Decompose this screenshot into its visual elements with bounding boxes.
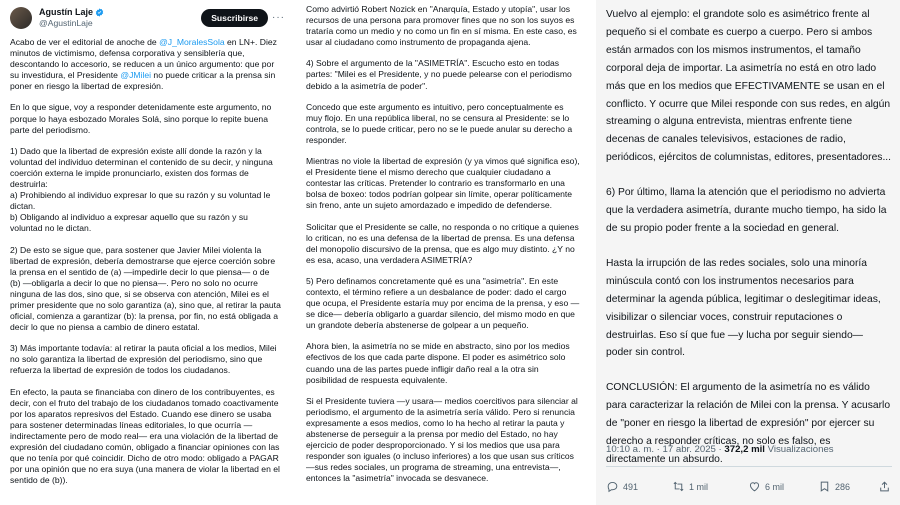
- display-row: [39, 7, 104, 18]
- col2-paragraph-7: Ahora bien, la asimetría no se mide en abstracto, sino por los medios efectivos de los que cada parte dispone. El poder es asimétrico solo cuando una de las partes puede infligir daño real a la otra sin posibilidad de respuesta equivalente.: [306, 341, 570, 385]
- retweet-button[interactable]: [672, 480, 708, 493]
- col2-paragraph-5: Solicitar que el Presidente se calle, no responda o no critique a quienes lo critican, no es una defensa de la libertad de prensa. Es una defensa del monopolio discursivo de la prensa, que es algo muy distinto. ¿Y no es esa, acaso, una verdadera ASIMETRÍA?: [306, 221, 579, 265]
- views-label: Visualizaciones: [764, 444, 834, 455]
- verified-badge-icon: [95, 8, 104, 17]
- avatar[interactable]: [10, 7, 32, 29]
- col1-paragraph-3b: b) Obligando al individuo a expresar aquello que su razón y su voluntad no le dictan.: [10, 212, 248, 234]
- tweet-column-2: [298, 0, 588, 505]
- col3-paragraph-2: 6) Por último, llama la atención que el periodismo no advierta que la verdadera asimetría, durante mucho tiempo, ha sido la de su propio poder frente a la sociedad en general.: [606, 187, 887, 234]
- like-count: 6 mil: [765, 481, 785, 492]
- divider: [606, 466, 892, 467]
- views-button[interactable]: [818, 480, 850, 493]
- like-button[interactable]: [748, 480, 784, 493]
- author-handle[interactable]: @AgustinLaje: [39, 18, 93, 28]
- timestamp-date[interactable]: 10:10 a. m. · 17 abr. 2025 ·: [606, 444, 725, 455]
- heart-icon: [748, 480, 761, 493]
- col1-paragraph-5: 3) Más importante todavía: al retirar la pauta oficial a los medios, Milei no solo garantiza la libertad de expresión del periodismo, sino que refuerza la libertad de expresión de todos los ciudadanos.: [10, 343, 277, 376]
- author-names: [39, 7, 104, 29]
- col3-paragraph-4: CONCLUSIÓN: El argumento de la asimetría no es válido para caracterizar la relación de Milei con la prensa. Y acusarlo de "poner en riesgo la libertad de expresión" por ejercer su derecho a responder críticas, no solo es falso, es directamente un absurdo.: [606, 382, 891, 465]
- reply-count: 491: [623, 481, 639, 492]
- col3-paragraph-1: Vuelvo al ejemplo: el grandote solo es asimétrico frente al pequeño si el combate es cuerpo a cuerpo. Pero si ambos están armados con los mismos instrumentos, el tamaño corporal deja de importar. La asimetría no está en otro lado más que en los medios que EFECTIVAMENTE se usan en el conflicto. Y ocurre que Milei responde con sus redes, en algún streaming o alguna entrevista, mientras enfrente tiene decenas de canales televisivos, estaciones de radio, periódicos, ejércitos de columnistas, editores, presentadores...: [606, 9, 892, 164]
- subscribe-button[interactable]: Suscribirse: [201, 9, 268, 27]
- action-bar: [606, 480, 892, 498]
- intro-text-1: Acabo de ver el editorial de anoche de: [10, 37, 160, 47]
- col1-paragraph-intro: [10, 37, 282, 92]
- author-name[interactable]: Agustín Laje: [39, 7, 94, 17]
- col1-paragraph-6: En efecto, la pauta se financiaba con dinero de los contribuyentes, es decir, con el fruto del trabajo de los ciudadanos tomado coactivamente por los aparatos represivos del Estado. Cuando ese dinero se usaba para sostener determinadas líneas editoriales, lo que ocurría —indirectamente pero de modo real— era una violación de la libertad de expresión del ciudadano común, obligado a financiar opiniones con las que no tenía por qué coincidir. Dicho de otro modo: obligado a PAGAR por una opinión que no era suya (una manera de violar la libertad en el sentido de (b)).: [10, 386, 280, 486]
- col1-paragraph-2: En lo que sigue, voy a responder detenidamente este argumento, no porque lo haya esbozado Morales Solá, sino porque lo repite buena parte del periodismo.: [10, 102, 272, 135]
- col2-paragraph-1: Como advirtió Robert Nozick en "Anarquía, Estado y utopía", usar los recursos de una persona para promover fines que no son los suyos es trataría como un medio y no como un fin en sí misma. En este caso, es usar al ciudadano como instrumento de propaganda ajena.: [306, 4, 577, 48]
- share-button[interactable]: [878, 480, 895, 493]
- mention-morales-sola[interactable]: @J_MoralesSola: [159, 37, 225, 47]
- retweet-count: 1 mil: [689, 481, 709, 492]
- share-icon: [878, 480, 891, 493]
- col2-paragraph-6: 5) Pero definamos concretamente qué es una "asimetría". En este contexto, el término refiere a un desbalance de poder: dado el cargo que ocupa, el Presidente estaría muy por encima de la prensa, y eso —se dice— debería obligarlo a guardar silencio, del mismo modo en que un grandote debería abstenerse de golpear a un pequeño.: [306, 275, 580, 331]
- intro-text-3: no puede criticar a la prensa sin poner en riesgo la libertad de expresión.: [10, 70, 276, 92]
- tweet-timestamp: [606, 444, 834, 455]
- col1-paragraph-3a: a) Prohibiendo al individuo expresar lo que su razón y su voluntad le dictan.: [10, 190, 271, 212]
- retweet-icon: [672, 480, 685, 493]
- intro-text-2: en LN+. Diez minutos de victimismo, defensa corporativa y sensiblería que, descontando lo accesorio, se reducen a un único argumento: que por su investidura, el Presidente: [10, 37, 277, 81]
- reply-icon: [606, 480, 619, 493]
- tweet-column-1: [0, 0, 292, 505]
- reply-button[interactable]: [606, 480, 638, 493]
- col1-paragraph-4: 2) De esto se sigue que, para sostener que Javier Milei violenta la libertad de expresión, debería demostrarse que ejerce coerción sobre la prensa en el sentido de (a) —impedirle decir lo que piensa— o de (b) —obligarla a decir lo que no piensa—. Pero no solo no ocurre ninguna de las dos, sino que, si se observa con atención, Milei es el primer presidente que no solo garantiza (a), sino que, al retirar la pauta oficial, comienza a garantizar (b): la prensa, por fin, no está obligada a decir lo que no piensa a cambio de dinero estatal.: [10, 244, 281, 333]
- mention-milei[interactable]: @JMilei: [120, 70, 152, 81]
- col1-paragraph-3: 1) Dado que la libertad de expresión existe allí donde la razón y la voluntad del individuo determinan el contenido de su decir, y ninguna coerción externa le impide pronunciarlo, existen dos formas de destruirla:: [10, 145, 273, 190]
- col2-paragraph-8: Si el Presidente tuviera —y usara— medios coercitivos para silenciar al periodismo, el argumento de la asimetría sería válido. Pero si renuncia expresamente a esos medios, como lo ha hecho al retirar la pauta y abstenerse de perseguir a la prensa por medio del Estado, no hay ejercicio de poder desproporcionado. Y si los medios que usa para responder son iguales (o incluso inferiores) a los que usan sus críticos —sus redes sociales, un programa de streaming, una entrevista—, entonces la "asimetría" invocada se desvanece.: [306, 395, 578, 484]
- tweet-header: [10, 4, 282, 32]
- more-options-icon[interactable]: ···: [272, 12, 285, 23]
- tweet-column-3: [596, 0, 900, 505]
- views-count: 372,2 mil: [724, 444, 765, 455]
- views-action-count: 286: [835, 481, 851, 492]
- bookmark-icon: [818, 480, 831, 493]
- col2-paragraph-2: 4) Sobre el argumento de la "ASIMETRÍA". Escucho esto en todas partes: "Milei es el Presidente, y no puede pelearse con el periodismo debido a la asimetría de poder".: [306, 58, 572, 91]
- col3-paragraph-3: Hasta la irrupción de las redes sociales, solo una minoría minúscula contó con los instrumentos necesarios para determinar la agenda pública, legitimar o deslegitimar ideas, visibilizar o silenciar voces, construir reputaciones o destruirlas. Eso sí que fue —y lucha por seguir siendo— poder sin control.: [606, 257, 881, 359]
- col2-paragraph-3: Concedo que este argumento es intuitivo, pero conceptualmente es muy flojo. En una república liberal, no se censura al Presidente: se lo controla, se lo puede criticar, pero no se le puede anular su derecho a responder.: [306, 101, 573, 145]
- col2-paragraph-4: Mientras no viole la libertad de expresión (y ya vimos qué significa eso), el Presidente tiene el mismo derecho que cualquier ciudadano a contestar las críticas. Pretender lo contrario es transformarlo en una bolsa de boxeo: todos podrían golpear sin límite, operar políticamente sin freno, ante un sujeto amordazado e impedido de defenderse.: [306, 156, 580, 211]
